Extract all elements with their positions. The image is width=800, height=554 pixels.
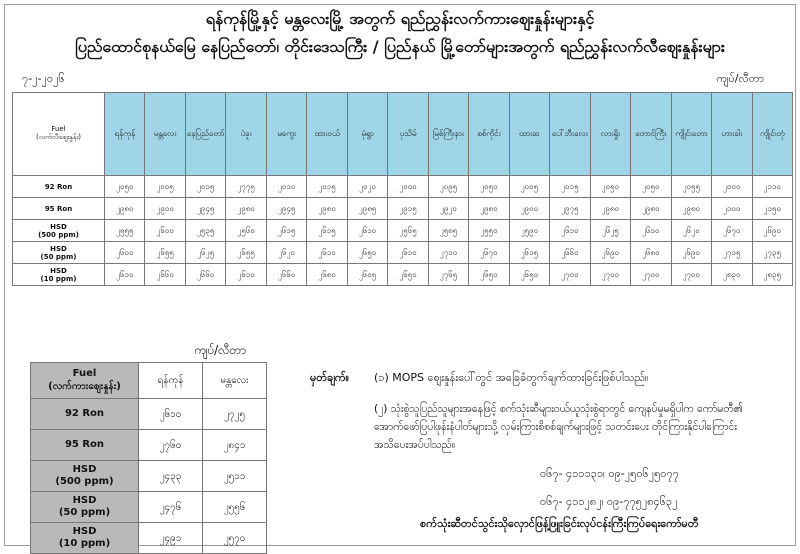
retail-price-cell: ၂၀၅၅: [671, 176, 711, 198]
wholesale-fuel-label: HSD: [72, 464, 97, 475]
retail-price-cell: ၂၅၅၅: [105, 220, 145, 242]
retail-price-cell: ၂၆၇၀: [712, 220, 752, 242]
retail-fuel-header-line1: Fuel: [51, 125, 66, 133]
retail-price-cell: ၂၉၈၀: [590, 198, 630, 220]
retail-price-cell: ၂၉၇၅: [550, 198, 590, 220]
retail-price-cell: ၂၉၄၅: [266, 198, 306, 220]
retail-price-cell: ၂၇၀၀: [671, 264, 711, 286]
retail-price-cell: ၂၆၀၀: [145, 220, 185, 242]
wholesale-table-body: [31, 399, 267, 554]
retail-city-header: ပဲခူး: [226, 93, 266, 176]
retail-price-cell: ၂၆၉၀: [590, 242, 630, 264]
retail-price-cell: ၂၉၀၀: [509, 198, 549, 220]
retail-city-header: မကွေး: [266, 93, 306, 176]
retail-price-cell: ၂၉၄၅: [185, 198, 225, 220]
retail-price-cell: ၂၉၈၀: [226, 198, 266, 220]
wholesale-fuel-cell: [31, 399, 139, 430]
retail-price-cell: ၂၆၅၀: [509, 264, 549, 286]
wholesale-price-cell: ၂၆၁၀: [139, 399, 203, 430]
retail-price-cell: ၂၆၁၀: [226, 264, 266, 286]
retail-fuel-label: (10 ppm): [40, 274, 77, 283]
retail-fuel-cell: [13, 220, 105, 242]
retail-price-cell: ၂၅၈၅: [428, 220, 468, 242]
retail-price-cell: ၂၀၅၀: [631, 176, 671, 198]
table-row: [13, 198, 793, 220]
retail-city-header: မုံရွာ: [347, 93, 387, 176]
retail-price-cell: ၂၆၁၀: [307, 242, 347, 264]
retail-price-cell: ၂၆၉၀: [671, 242, 711, 264]
retail-city-header: စစ်ကိုင်း: [469, 93, 509, 176]
retail-price-cell: ၂၆၆၀: [550, 242, 590, 264]
retail-city-header: ရန်ကုန်: [105, 93, 145, 176]
wholesale-fuel-label: (500 ppm): [55, 476, 114, 487]
retail-fuel-label: HSD: [50, 222, 67, 231]
wholesale-city-header: မန္တလေး: [203, 363, 267, 399]
retail-price-cell: ၂၀၁၅: [307, 176, 347, 198]
retail-price-cell: ၂၉၈၀: [105, 198, 145, 220]
retail-price-cell: ၂၆၈၀: [631, 242, 671, 264]
retail-price-cell: ၂၀၅၀: [469, 176, 509, 198]
wholesale-fuel-label: (10 ppm): [58, 538, 111, 549]
wholesale-fuel-header-line2: (လက်ကားဈေးနှုန်း): [48, 380, 121, 392]
retail-price-cell: ၂၆၁၅: [266, 220, 306, 242]
retail-price-cell: ၂၆၂၅: [590, 220, 630, 242]
retail-price-cell: ၂၀၅၀: [590, 176, 630, 198]
retail-price-cell: ၂၀၁၀: [266, 176, 306, 198]
committee-name: စက်သုံးဆီတင်သွင်းသိုလှောင်ဖြန့်ဖြူးခြင်းလုပ်ငန်းကြီးကြပ်ရေးကော်မတီ: [420, 517, 699, 530]
retail-price-cell: ၂၀၁၅: [550, 176, 590, 198]
retail-price-cell: ၂၆၂၅: [185, 242, 225, 264]
wholesale-price-cell: ၂၄၉၁: [139, 523, 203, 554]
retail-price-cell: ၂၇၀၀: [631, 264, 671, 286]
retail-fuel-label: HSD: [50, 266, 67, 275]
retail-price-cell: ၂၈၃၅: [752, 264, 793, 286]
retail-price-cell: ၂၉၀၀: [145, 198, 185, 220]
wholesale-fuel-label: 92 Ron: [64, 408, 105, 419]
retail-price-cell: ၂၉၈၀: [307, 198, 347, 220]
retail-city-header: မန္တလေး: [145, 93, 185, 176]
note-2: (၂) သုံးစွဲသူပြည်သူများအနေဖြင့် စက်သုံးဆီများဝယ်ယူသုံးစွဲရာတွင် ကျေနပ်မှုမရှိပါက ကော်မတီ၏ အောက်ဖော်ပြပါဖုန်းနံပါတ်များသို့ လှမ်းကြားစိစစ်ချက်များဖြင့် သတင်းပေး တိုင်ကြားနိုင်ပါကြောင်း အသိပေးအပ်ပါသည်။: [374, 403, 743, 451]
notes-label: မှတ်ချက်။: [310, 371, 350, 384]
retail-table-body: [13, 176, 793, 286]
retail-price-cell: ၂၆၆၀: [266, 264, 306, 286]
retail-price-cell: ၂၉၈၀: [671, 198, 711, 220]
wholesale-price-cell: ၂၅၅၆: [203, 492, 267, 523]
wholesale-price-cell: ၂၇၆၀: [139, 430, 203, 461]
retail-fuel-label: (500 ppm): [38, 230, 79, 239]
wholesale-fuel-label: (50 ppm): [58, 507, 111, 518]
retail-city-header: ဟားခါး: [712, 93, 752, 176]
table-row: [31, 523, 267, 554]
retail-price-cell: ၂၇၆၅: [428, 264, 468, 286]
retail-fuel-label: HSD: [50, 244, 67, 253]
date-label: ၇-၂-၂၀၂၆: [22, 72, 65, 85]
retail-price-cell: ၂၈၃၀: [712, 264, 752, 286]
wholesale-fuel-cell: [31, 430, 139, 461]
wholesale-price-table: [30, 362, 267, 554]
retail-price-cell: ၂၆၁၅: [509, 242, 549, 264]
retail-price-cell: ၂၆၉၀: [752, 220, 793, 242]
retail-header-row: [13, 93, 793, 176]
wholesale-fuel-header-line1: Fuel: [72, 367, 97, 379]
retail-price-cell: ၂၇၃၅: [752, 242, 793, 264]
retail-price-cell: ၂၉၈၅: [347, 198, 387, 220]
retail-fuel-header-line2: (လက်လီဈေးနှုန်း): [36, 133, 81, 141]
retail-price-cell: ၂၇၀၀: [550, 264, 590, 286]
retail-city-header: တောင်ကြီး: [631, 93, 671, 176]
retail-price-cell: ၂၀၀၅: [509, 176, 549, 198]
retail-fuel-label: 95 Ron: [44, 204, 73, 213]
wholesale-price-cell: ၂၈၄၁: [203, 430, 267, 461]
table-row: [31, 492, 267, 523]
retail-price-cell: ၂၆၁၀: [347, 220, 387, 242]
retail-price-cell: ၂၆၂၀: [266, 242, 306, 264]
retail-price-cell: ၂၅၅၀: [469, 220, 509, 242]
retail-price-cell: ၂၇၇၅: [226, 176, 266, 198]
wholesale-fuel-cell: [31, 461, 139, 492]
table-row: [13, 220, 793, 242]
table-row: [31, 399, 267, 430]
wholesale-city-header: ရန်ကုန်: [139, 363, 203, 399]
retail-price-cell: ၂၆၈၀: [307, 264, 347, 286]
retail-price-cell: ၂၅၃၅: [185, 220, 225, 242]
retail-price-cell: ၂၇၁၅: [712, 242, 752, 264]
retail-fuel-cell: [13, 176, 105, 198]
wholesale-fuel-label: HSD: [72, 495, 97, 506]
retail-price-cell: ၂၁၁၀: [752, 176, 793, 198]
wholesale-fuel-cell: [31, 492, 139, 523]
retail-price-cell: ၂၆၂၀: [671, 220, 711, 242]
retail-price-cell: ၂၀၂၀: [347, 176, 387, 198]
wholesale-price-cell: ၂၅၇၀: [203, 523, 267, 554]
phone-numbers-2: ၀၆၇- ၄၁၁၂၈၂၊ ၀၉-၇၇၅၂၈၄၆၃၂: [540, 495, 678, 508]
table-row: [13, 176, 793, 198]
table-row: [31, 430, 267, 461]
retail-price-cell: ၂၉၁၅: [388, 198, 428, 220]
retail-price-cell: ၂၆၇၀: [469, 242, 509, 264]
retail-price-cell: ၂၆၁၀: [105, 264, 145, 286]
phone-numbers-1: ၀၆၇- ၄၁၁၁၃၁၊ ၀၉-၂၅၀၆၂၅၀၇၇: [540, 467, 679, 480]
wholesale-price-cell: ၂၄၇၆: [139, 492, 203, 523]
table-row: [13, 242, 793, 264]
retail-price-cell: ၂၇၀၀: [590, 264, 630, 286]
page-title-line1: ရန်ကုန်မြို့နှင့် မန္တလေးမြို့ အတွက် ရည်ညွှန်းလက်ကားဈေးနှုန်းများနှင့်: [205, 9, 595, 28]
wholesale-price-cell: ၂၇၂၅: [203, 399, 267, 430]
retail-price-cell: ၂၆၅၀: [388, 264, 428, 286]
retail-price-cell: ၂၆၀၅: [347, 264, 387, 286]
unit-label-retail: ကျပ်/လီတာ: [716, 72, 764, 85]
retail-fuel-cell: [13, 198, 105, 220]
retail-price-cell: ၂၆၁၀: [550, 220, 590, 242]
retail-city-header: ကျိုင်းတုံ: [752, 93, 793, 176]
retail-fuel-header: [13, 93, 105, 176]
retail-price-cell: ၂၆၀၀: [105, 242, 145, 264]
retail-city-header: နေပြည်တော်: [185, 93, 225, 176]
retail-price-cell: ၂၁၅၀: [752, 198, 793, 220]
table-row: [31, 461, 267, 492]
retail-price-cell: ၂၅၆၀: [226, 220, 266, 242]
retail-price-cell: ၂၆၅၅: [226, 242, 266, 264]
retail-price-cell: ၂၆၅၀: [469, 264, 509, 286]
retail-city-header: ကျိုင်းတော: [671, 93, 711, 176]
wholesale-price-cell: ၂၄၃၃: [139, 461, 203, 492]
wholesale-fuel-cell: [31, 523, 139, 554]
retail-price-cell: ၂၆၁၀: [631, 220, 671, 242]
retail-price-cell: ၂၁၀၀: [712, 198, 752, 220]
wholesale-fuel-label: 95 Ron: [64, 439, 105, 450]
retail-price-cell: ၂၆၆၀: [185, 264, 225, 286]
wholesale-price-cell: ၂၅၁၁: [203, 461, 267, 492]
page-title-line2: ပြည်ထောင်စုနယ်မြေ နေပြည်တော်၊ တိုင်းဒေသကြီး / ပြည်နယ် မြို့တော်များအတွက် ရည်ညွှန်းလက်လီဈေးနှုန်းများ: [75, 37, 725, 56]
retail-price-cell: ၂၀၉၅: [428, 176, 468, 198]
wholesale-header-row: [31, 363, 267, 399]
note-1: (၁) MOPS ဈေးနှုန်းပေါ်တွင် အခြေခံတွက်ချက်ထားခြင်းဖြစ်ပါသည်။: [374, 371, 649, 384]
retail-price-cell: ၂၀၅၀: [105, 176, 145, 198]
wholesale-fuel-label: HSD: [72, 526, 97, 537]
retail-city-header: မြစ်ကြီးနား: [428, 93, 468, 176]
retail-fuel-label: 92 Ron: [44, 182, 73, 191]
table-row: [13, 264, 793, 286]
retail-price-cell: ၂၉၈၀: [631, 198, 671, 220]
retail-price-cell: ၂၉၂၀: [428, 198, 468, 220]
retail-city-header: ထားဝယ်: [307, 93, 347, 176]
retail-price-cell: ၂၉၈၀: [469, 198, 509, 220]
retail-fuel-label: (50 ppm): [40, 252, 77, 261]
retail-price-cell: ၂၅၉၀: [509, 220, 549, 242]
retail-price-table: [12, 92, 793, 286]
retail-price-cell: ၂၀၀၅: [145, 176, 185, 198]
retail-price-cell: ၂၇၁၀: [428, 242, 468, 264]
retail-fuel-cell: [13, 242, 105, 264]
retail-price-cell: ၂၅၆၅: [388, 220, 428, 242]
retail-city-header: ထားဆ: [509, 93, 549, 176]
retail-price-cell: ၂၀၀၀: [388, 176, 428, 198]
retail-fuel-cell: [13, 264, 105, 286]
retail-price-cell: ၂၆၆၀: [145, 264, 185, 286]
retail-price-cell: ၂၆၁၀: [388, 242, 428, 264]
retail-price-cell: ၂၆၅၀: [347, 242, 387, 264]
retail-price-cell: ၂၀၁၅: [185, 176, 225, 198]
retail-city-header: ပုသိမ်: [388, 93, 428, 176]
wholesale-fuel-header: [31, 363, 139, 399]
retail-price-cell: ၂၀၀၀: [712, 176, 752, 198]
retail-city-header: ပေါ်ဘီးလေး: [550, 93, 590, 176]
unit-label-wholesale: ကျပ်/လီတာ: [194, 343, 247, 357]
retail-price-cell: ၂၆၅၅: [145, 242, 185, 264]
retail-city-header: လားရှိုး: [590, 93, 630, 176]
retail-price-cell: ၂၆၁၅: [307, 220, 347, 242]
